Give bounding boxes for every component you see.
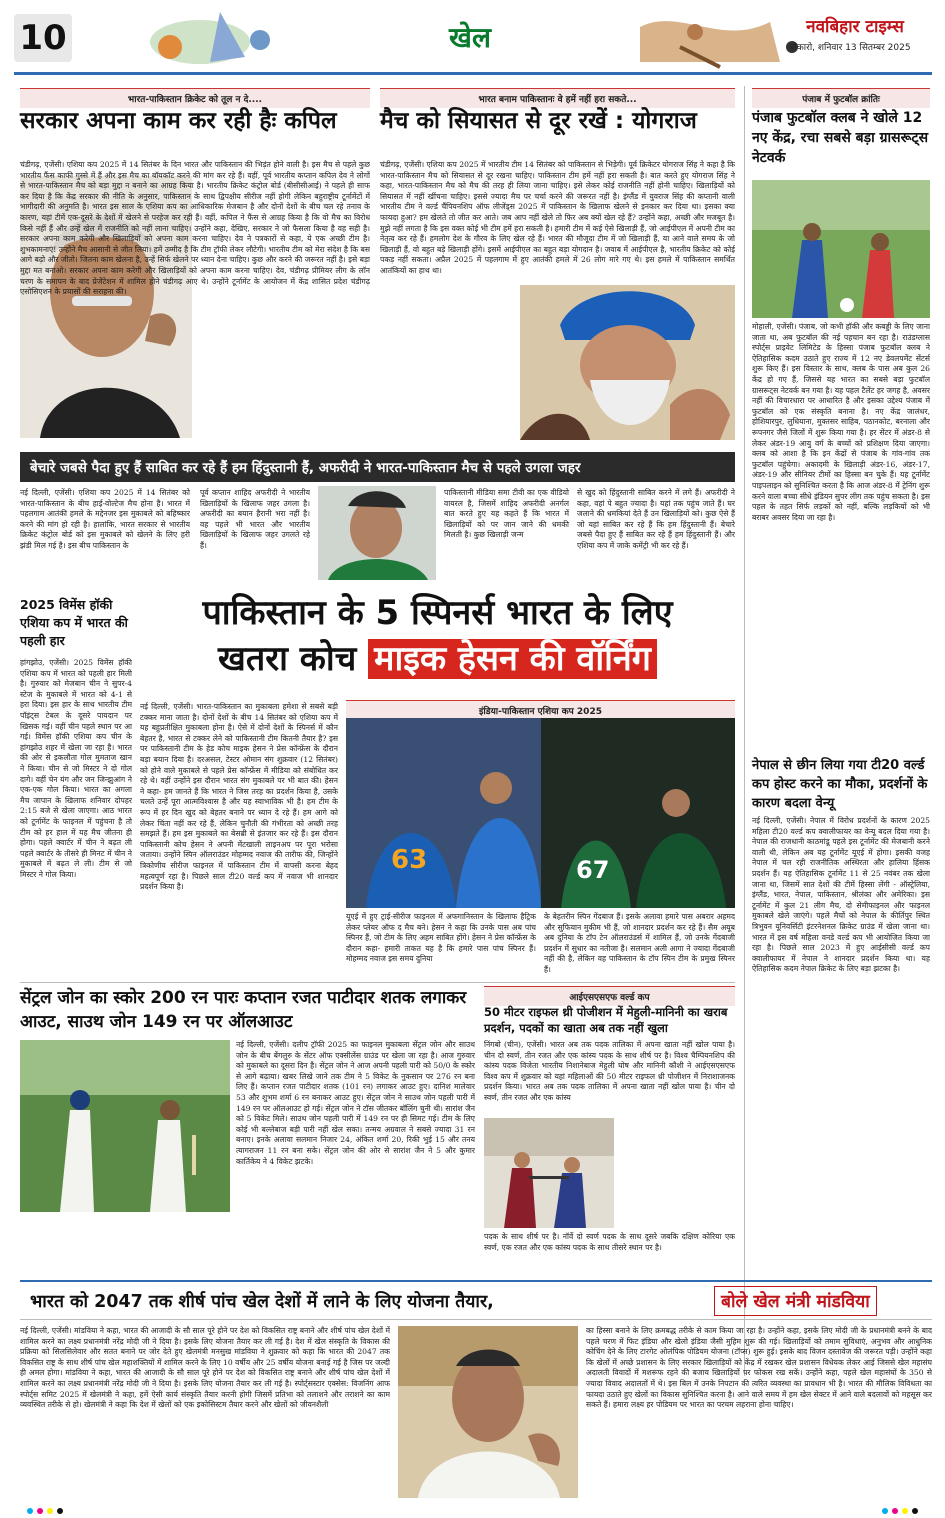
- kapil-kicker: भारत-पाकिस्तान क्रिकेट को तूल न दे....: [20, 88, 370, 108]
- page-number-badge: [14, 14, 72, 62]
- mandaviya-headline-a: भारत को 2047 तक शीर्ष पांच खेल देशों में लाने के लिए योजना तैयार,: [30, 1292, 494, 1312]
- yograj-headline: मैच को सियासत से दूर रखें : योगराज: [380, 108, 697, 134]
- page-number: 10: [19, 18, 67, 58]
- mandaviya-headline-bar: [20, 1280, 932, 1320]
- yograj-kicker: भारत बनाम पाकिस्तानः वे हमें नहीं हरा सकते...: [380, 88, 735, 108]
- hesson-headline-highlight: माइक हेसन की वॉर्निंग: [368, 639, 657, 679]
- nepal-body: नई दिल्ली, एजेंसी। नेपाल में विरोध प्रदर्शनों के कारण 2025 महिला टी20 वर्ल्ड कप क्वालीफायर का वेन्यू बदल दिया गया है। नेपाल की राजधानी काठमांडू पहले इस टूर्नामेंट की मेजबानी करने वाली थी, लेकिन अब यह टूर्नामेंट यूएई में होगा। इसकी वजह नेपाल में चल रही राजनीतिक अस्थिरता और हालिया हिंसक प्रदर्शन हैं। यह ऐतिहासिक टूर्नामेंट 11 से 25 नवंबर तक खेला जाना था, जिसमें सात देशों की टीमें हिस्सा लेंगी - ऑस्ट्रेलिया, इंग्लैंड, भारत, नेपाल, पाकिस्तान, श्रीलंका और अमेरिका। इस टूर्नामेंट में कुल 21 लीग मैच, दो सेमीफाइनल और फाइनल मुकाबले खेले जाएंगे। पहले मैचों को नेपाल के कीर्तिपुर स्थित त्रिभुवन यूनिवर्सिटी इंटरनेशनल क्रिकेट ग्राउंड में खेला जाना था। भारत में इस वर्ष महिला वनडे वर्ल्ड कप भी आयोजित किया जा रहा है। पिछले साल 2023 में हुए आईसीसी वर्ल्ड कप क्वालीफायर में नेपाल ने शानदार प्रदर्शन किया था। यह ऐतिहासिक कदम नेपाल क्रिकेट के लिए बड़ा झटका है।: [752, 816, 930, 974]
- hesson-photo: [346, 718, 735, 908]
- afridi-col2: पूर्व कप्तान शाहिद अफरीदी ने भारतीय खिलाड़ियों के खिलाफ जहर उगला है। अफरीदी का बयान हैरानी भरा नहीं है। वह पहले भी भारत और भारतीय खिलाड़ियों के खिलाफ जहर उगलते रहे हैं।: [200, 488, 310, 550]
- masthead: [0, 0, 945, 80]
- punjab-photo: [752, 180, 930, 318]
- punjab-body: मोहाली, एजेंसी। पंजाब, जो कभी हॉकी और कबड्डी के लिए जाना जाता था, अब फुटबॉल की नई पहचान बन रहा है। राउंडग्लास स्पोर्ट्स प्राइवेट लिमिटेड के हिस्सा पंजाब फुटबॉल क्लब ने ऐतिहासिक कदम उठाते हुए राज्य में 12 नए डेवलपमेंट सेंटर्स शुरू किए हैं। इस विस्तार के साथ, क्लब के पास अब कुल 26 केंद्र हो गए हैं, जिससे यह भारत का सबसे बड़ा फुटबॉल ग्रासरूट्स नेटवर्क बन गया है। यह पहल टैलेंट हर जगह है, अवसर नहीं की विचारधारा पर आधारित है और इसका उद्देश्य पंजाब में फुटबॉल को एक संस्कृति बनाना है। नए केंद्र जालंधर, होशियारपुर, लुधियाना, मुक्तसर साहिब, पठानकोट, बरनाला और रूपनगर जैसे जिलों में शुरू किया गया है। हर सेंटर में अंडर-8 से लेकर अंडर-19 आयु वर्ग के बच्चों को प्रशिक्षण दिया जाएगा। क्लब को आशा है कि इन केंद्रों से पंजाब के गांव-गांव तक फुटबॉल पहुंचेगा। अकादमी के खिलाड़ी अंडर-16, अंडर-17, अंडर-19 और सीनियर टीमों का हिस्सा बन चुके हैं। यह टूर्नामेंट पाइपलाइन को सुनिश्चित करता है कि आज अंडर-8 में ट्रेनिंग शुरू करने वाला बच्चा सीधे इंडियन सुपर लीग तक पहुंच सकता है। इस पहल के तहत सिर्फ लड़कों को नहीं, बल्कि लड़कियों को भी बराबर अवसर दिया जा रहा है।: [752, 322, 930, 522]
- patidar-body: नई दिल्ली, एजेंसी। दलीप ट्रॉफी 2025 का फाइनल मुकाबला सेंट्रल जोन और साउथ जोन के बीच बेंगलुरु के सेंटर ऑफ एक्सीलेंस ग्राउंड पर खेला जा रहा है। आज गुरुवार को मुकाबले का दूसरा दिन है। सेंट्रल जोन ने आज अपनी पहली पारी को 50/0 के स्कोर से आगे बढ़ाया। खबर लिखे जाने तक टीम ने 5 विकेट के नुकसान पर 276 रन बना लिए हैं। कप्तान रजत पाटीदार शतक (101 रन) लगाकर आउट हुए। दानिश मालेवार 53 और शुभम शर्मा 6 रन बनाकर आउट हुए। सेंट्रल जोन ने साउथ जोन पहली पारी में 149 रन पर ऑलआउट हो गई। सेंट्रल जोन ने टॉस जीतकर बॉलिंग चुनी थी। सारांश जैन को 5 विकेट मिले। साउथ जोन पहली पारी में 149 रन पर ही सिमट गई। टीम के लिए कोई भी बल्लेबाज बड़ी पारी नहीं खेल सका। तन्मय अग्रवाल ने सबसे ज्यादा 31 रन बनाए। इनके अलावा सलमान निजार 24, अंकित शर्मा 20, रिकी भुई 15 और तनय त्यागराजन 11 रन बना सके। सेंट्रल जोन की ओर से सारांश जैन ने 5 और कुमार कार्तिकेय ने 4 विकेट झटके।: [236, 1040, 475, 1166]
- registration-marks: [0, 1504, 945, 1518]
- issf-caption: पदक के साथ शीर्ष पर है। नॉर्वे दो स्वर्ण पदक के साथ दूसरे जबकि दक्षिण कोरिया एक स्वर्ण, एक रजत और एक कांस्य पदक के साथ तीसरे स्थान पर है।: [484, 1232, 735, 1252]
- yograj-body-overflow: [380, 285, 515, 440]
- issf-headline: 50 मीटर राइफल थ्री पोजीशन में मेहुली-मानिनी का खराब प्रदर्शन, पदकों का खाता अब तक नहीं खुला: [484, 1005, 728, 1035]
- hesson-headline-line2: [140, 640, 735, 679]
- issf-body: निंगबो (चीन), एजेंसी। भारत अब तक पदक तालिका में अपना खाता नहीं खोल पाया है। चीन दो स्वर्ण, तीन रजत और एक कांस्य पदक के साथ शीर्ष पर है। विश्व चैम्पियनशिप की कांस्य पदक विजेता भारतीय निशानेबाज मेहुली घोष और मानिनी कौशी ने आईएसएसएफ विश्व कप में शुक्रवार को यहां महिलाओं की 50 मीटर राइफल थ्री पोजीशन में निराशाजनक प्रदर्शन किया। भारत अब तक पदक तालिका में अपना खाता नहीं खोल पाया है। चीन दो स्वर्ण, तीन रजत और एक कांस्य: [484, 1040, 735, 1102]
- afridi-headline: बेचारे जबसे पैदा हुए हैं साबित कर रहे हैं हम हिंदुस्तानी हैं, अफरीदी ने भारत-पाकिस्तान मैच से पहले उगला जहर: [30, 460, 581, 476]
- hesson-photo-kicker: इंडिया-पाकिस्तान एशिया कप 2025: [346, 700, 735, 720]
- afridi-col4: से खुद को हिंदुस्तानी साबित करने में लगे हैं। अफरीदी ने कहा, वहां पे बहुत ज्यादा है। यहां तक पहुंच जाते हैं। घर जलाने की धमकियां देते हैं उन खिलाड़ियों को। कुछ ऐसे हैं जो यहां साबित कर रहे हैं कि हम हिंदुस्तानी हैं। बेचारे जबसे पैदा हुए हैं साबित कर रहे हैं हम हिंदुस्तानी हैं। और एशिया कप में जाके कमेंट्री भी कर रहे हैं।: [577, 488, 735, 550]
- mandaviya-col2: का हिस्सा बनाने के लिए क्रमबद्ध तरीके से काम किया जा रहा है। उन्होंने कहा, इसके लिए मोदी जी के प्रधानमंत्री बनने के बाद पहले चरण में फिट इंडिया और खेलो इंडिया जैसी मुहिम शुरू की गई। खिलाड़ियों को तमाम सुविधाएं, अनुभव और आधुनिक कोचिंग देने के लिए टारगेट ओलंपिक पोडियम योजना (टॉप्स) शुरू हुई। इसके बाद विजन दस्तावेज की जरूरत पड़ी। उन्होंने कहा कि खेलों में अच्छे प्रशासन के लिए सरकार खिलाड़ियों को केंद्र में रखकर खेल प्रशासन विधेयक लेकर आई जिससे खेल महासंघ अदालती विवादों में मशरूफ रहने की बजाय खिलाड़ियों पर फोकस रख सकें। उन्होंने कहा, पहले खेल महासंघों के 350 से ज्यादा विवाद अदालतों में थे। इस बिल में उनके निपटान की त्वरित व्यवस्था का प्रावधान भी है। भारत की मौलिक विविधता का फायदा उठाते हुए खेलों का विकास सुनिश्चित करना है। आने वाले समय में हम खेल सेक्टर में आने वाले बदलावों को महसूस कर सकते हैं। हमारा लक्ष्य हर पोडियम पर भारत का परचम लहराना होना चाहिए।: [586, 1326, 932, 1410]
- afridi-headline-bar: [20, 452, 735, 482]
- afridi-photo: [318, 486, 436, 580]
- hesson-caption-right: के बेहतरीन स्पिन गेंदबाज हैं। इसके अलावा हमारे पास अबरार अहमद और सुफियान मुकीम भी हैं, जो शानदार प्रदर्शन कर रहे हैं। सैम अयूब अब दुनिया के टॉप टेन ऑलराउंडर्स में शामिल हैं, जो उनके गेंदबाजी प्रदर्शन में सुधार का नतीजा है। सलमान अली आगा ने ज्यादा गेंदबाजी नहीं की है, लेकिन वह पाकिस्तान के टॉप स्पिन टीम के प्रमुख स्पिनर हैं।: [544, 912, 735, 974]
- svg-text:67: 67: [576, 856, 610, 884]
- afridi-col3: पाकिस्तानी मीडिया समा टीवी का एक वीडियो वायरल है, जिसमें शाहिद अफरीदी अनर्गल बात करते हुए यह कहते हैं कि भारत में खिलाड़ियों को पर जान जाने की धमकी मिलती है। कुछ खिलाड़ी जन्म: [444, 488, 569, 540]
- nepal-headline: नेपाल से छीन लिया गया टी20 वर्ल्ड कप होस्ट करने का मौका, प्रदर्शनों के कारण बदला वेन्यू: [752, 758, 928, 811]
- masthead-rule: [14, 72, 932, 75]
- hockey-headline: 2025 विमेंस हॉकी एशिया कप में भारत की पहली हार: [20, 597, 128, 648]
- afridi-col1: नई दिल्ली, एजेंसी। एशिया कप 2025 में 14 सितंबर को भारत-पाकिस्तान के बीच हाई-वोल्टेज मैच होना है। भारत में पहलगाम आतंकी हमले के मद्देनजर इस मुकाबले को बहिष्कार करने की मांग हो रही है। हालांकि, भारत सरकार से भारतीय क्रिकेट कंट्रोल बोर्ड को इस मुकाबले को खेलने के लिए हरी झंडी मिल गई है। इस बीच पाकिस्तान के: [20, 488, 190, 550]
- hesson-body: नई दिल्ली, एजेंसी। भारत-पाकिस्तान का मुकाबला हमेशा से सबसे बड़ी टक्कर माना जाता है। दोनों देशों के बीच 14 सितंबर को एशिया कप में यह बहुप्रतीक्षित मुकाबला होना है। ऐसे में दोनों देशों के स्पिनर्स में कौन बेहतर है, भारत से टक्कर लेने को पाकिस्तानी टीम कितनी तैयार है? इस पर पाकिस्तानी टीम के हेड कोच माइक हेसन ने प्रेस कॉन्फ्रेंस के दौरान बड़ा बयान दिया है। दरअसल, टेस्टर ओमान संग शुक्रवार (12 सितंबर) को होने वाले मुकाबले से पहले प्रेस कॉन्फ्रेंस में मीडिया को संबोधित कर रहे थे। वहीं उन्होंने इस दौरान भारत संग मुकाबले पर भी बात की। हेसन ने कहा- हम जानते हैं कि भारत ने जिस तरह का प्रदर्शन किया है, उसके चलते उन्हें पूरा आत्मविश्वास है और यह स्वाभाविक भी है। हम टीम के रूप में हर दिन खुद को बेहतर बनाने पर ध्यान दे रहे हैं। हम आगे को लेकर चिंता नहीं कर रहे हैं, लेकिन चुनौती की गंभीरता को अच्छी तरह समझते हैं। हम इस मुकाबले का बेसब्री से इंतजार कर रहे हैं। इस दौरान पाकिस्तानी कोच हेसन ने अपनी मेंटखाली लाइनअप पर पूरा भरोसा जताया। उन्होंने स्पिन ऑलराउंडर मोहम्मद नवाज की तारीफ की, जिन्होंने त्रिकोणीय सीरीज फाइनल में पाकिस्तान टीम में वापसी करना बेहद महत्वपूर्ण रहा है। पिछले साल टी20 वर्ल्ड कप में नवाज भी शानदार प्रदर्शन किया है।: [140, 702, 338, 892]
- kapil-body: चंडीगढ़, एजेंसी। एशिया कप 2025 में 14 सितंबर के दिन भारत और पाकिस्तान की भिड़ंत होने वाली है। इस मैच से पहले कुछ भारतीय फैंस काफी गुस्से में हैं और इस मैच का बॉयकॉट करने की मांग कर रहे हैं। वहीं, पूर्व भारतीय कप्तान कपिल देव ने लोगों से भारत-पाकिस्तान मैच को बड़ा मुद्दा न बनाने का आग्रह किया है। भारतीय क्रिकेट कंट्रोल बोर्ड (बीसीसीआई) ने पहले ही साफ कर दिया है कि केंद्र सरकार की नीति के अनुसार, पाकिस्तान के साथ द्विपक्षीय सीरीज नहीं होगी लेकिन बहुराष्ट्रीय टूर्नामेंटों में भागीदारी की अनुमति है। भारत इस साल के एशिया कप का आधिकारिक मेजबान है और दोनों देशों के बीच चल रहे तनाव के कारण, यहां टीमें एक-दूसरे के देशों में खेलने से परहेज कर रही हैं। वहीं, कपिल ने फैंस से आग्रह किया है कि वो मैच का विरोध किसे नहीं हैं और उन्हें खेल में राजनीति को नहीं लाना चाहिए। उन्होंने कहा, देखिए, सरकार ने जो फैसला किया है वह सही है। सरकार अपना काम करेगी और खिलाड़ियों को अपना काम करना चाहिए। देव ने पत्रकारों से कहा, ये एक अच्छी टीम है। शुभकामनाएं! उन्होंने मैच आसानी से जीत लिया। हमें उम्मीद है कि टीम ट्रॉफी लेकर लौटेगी। भारतीय टीम को मेरा संदेश है कि बस आगे बढ़ो और जीतो। जितना काम खेलना है, उन्हें सिर्फ खेलने पर ध्यान देना चाहिए। कुछ और करने की जरूरत नहीं है। इसे बड़ा मुद्दा मत बनाओ। सरकार अपना काम करेगी और खिलाड़ियों को अपना काम करना चाहिए। देव, चंडीगढ़ प्रीमियर लीग के लॉन चरण के समापन के बाद प्रेजेंटेशन में शामिल होने चंडीगढ़ आए थे। उन्होंने टूर्नामेंट के आयोजन में केंद्र शासित प्रदेश चंडीगढ़ एसोसिएशन के प्रयासों की सराहना की।: [20, 160, 370, 297]
- mandaviya-headline-b: बोले खेल मंत्री मांडविया: [714, 1286, 877, 1316]
- hesson-headline-plain: खतरा कोच: [218, 639, 357, 679]
- yograj-body: चंडीगढ़, एजेंसी। एशिया कप 2025 में भारतीय टीम 14 सितंबर को पाकिस्तान से भिड़ेगी। पूर्व क्रिकेटर योगराज सिंह ने कहा है कि भारत-पाकिस्तान मैच को सियासत से दूर रखना चाहिए। पाकिस्तान टीम हमें नहीं हरा सकती है। बात करते हुए योगराज सिंह ने कहा, भारत-पाकिस्तान मैच को मैच की तरह ही लिया जाना चाहिए। इसे लेकर कोई राजनीति नहीं होनी चाहिए। खिलाड़ियों को सियासत में नहीं खींचना चाहिए। इससे ज्यादा मैच पर चर्चा करने की जरूरत नहीं है। इंग्लैंड में युवराज सिंह की कप्तानी वाली भारतीय टीम ने वर्ल्ड चैंपियनशिप ऑफ लीजेंड्स 2025 में पाकिस्तान के खिलाफ खेलने से इनकार कर दिया था। इसका क्या फायदा हुआ? हम खेलते तो जीत कर आते। जब आप नहीं खेले तो फिर अब क्यों खेल रहे हैं? उन्होंने कहा, अच्छी और मजबूत है। मुझे नहीं लगता है कि इस वक्त कोई भी टीम हमें हरा सकती है। हमारी टीम में कई ऐसे खिलाड़ी हैं, जो आईपीएल में अपनी टीम का नेतृत्व कर रहे हैं। हमलोग देश के गौरव के लिए खेल रहे हैं। भारत की मौजूदा टीम में जो खिलाड़ी हैं, या आने वाले समय के जो खिलाड़ी हैं, वो बहुत बड़े खिलाड़ी होंगे। इसमें आईपीएल का बहुत बड़ा योगदान है। जवाब में आईपीएल है, भारतीय क्रिकेट को कोई पकड़ नहीं सकता। अप्रैल 2025 में पहलगाम में हुए आतंकी हमले में 26 लोग मारे गए थे। इस हमले में पाकिस्तान समर्थित आतंकियों का हाथ था।: [380, 160, 735, 275]
- patidar-top-rule: [20, 982, 735, 983]
- kapil-headline: सरकार अपना काम कर रही हैः कपिल: [20, 108, 337, 134]
- svg-text:63: 63: [391, 845, 428, 875]
- mandaviya-col1: नई दिल्ली, एजेंसी। मांडविया ने कहा, भारत की आजादी के सौ साल पूरे होने पर देश को विकसित राष्ट्र बनाने और शीर्ष पांच खेल देशों में शामिल करने का लक्ष्य प्रधानमंत्री नरेंद्र मोदी जी ने दिया है। इसके लिए योजना तैयार कर ली गई है। देश में खेल संस्कृति के विकास की प्रक्रिया को सिलसिलेवार और सतत बनाने पर जोर देते हुए खेलमंत्री मनसुख मांडविया ने शुक्रवार को कहा कि भारत की 2047 तक विकसित राष्ट्र के साथ शीर्ष पांच खेल महाशक्तियों में शामिल करने के लिए 10 वर्षीय और 25 वर्षीय योजना बनाई गई है जिस पर जल्दी ही अमल होगा। मांडविया ने कहा, भारत की आजादी के सौ साल पूरे होने पर देश को विकसित राष्ट्र बनाने और शीर्ष पांच खेल देशों में शामिल करने का लक्ष्य प्रधानमंत्री नरेंद्र मोदी जी ने दिया है। इसके लिए योजना तैयार कर ली गई है। स्पोर्ट्सस्टार एक्सेस: विजनिंग आफ स्पोर्ट्स समिट 2025 में खेलमंत्री ने कहा, हमें ऐसी कार्य संस्कृति तैयार करनी होगी जिसमें प्रतिभा को तलाशने और तराशने का काम व्यवस्थित तरीके से हो। खेलमंत्री ने कहा कि देश में खेलों को एक इकोसिस्टम तैयार करने और खेलों को जीवनशैली: [20, 1326, 390, 1410]
- yograj-photo: [520, 285, 735, 440]
- hesson-headline-line1: पाकिस्तान के 5 स्पिनर्स भारत के लिए: [202, 593, 673, 633]
- section-title: खेल: [449, 21, 491, 54]
- mandaviya-photo: [398, 1326, 578, 1498]
- punjab-kicker: पंजाब में फुटबॉल क्रांतिः: [752, 88, 930, 108]
- patidar-headline: सेंट्रल जोन का स्कोर 200 रन पारः कप्तान रजत पाटीदार शतक लगाकर आउट, साउथ जोन 149 रन पर ऑलआउट: [20, 988, 467, 1032]
- patidar-photo: [20, 1040, 230, 1212]
- hockey-body: हांगझोउ, एजेंसी। 2025 विमेंस हॉकी एशिया कप में भारत को पहली हार मिली है। गुरुवार को मेजबान चीन ने सुपर-4 स्टेज के मुकाबले में भारत को 4-1 से हरा दिया। इस हार के साथ भारतीय टीम पॉइंट्स टेबल के दूसरे पायदान पर खिसक गई। वहीं चीन पहले स्थान पर आ गई। विमेंस हॉकी एशिया कप चीन के हांगझोउ शहर में खेला जा रहा है। भारत की ओर से इकलौता गोल मुमताज खान ने किया। चीन से जो मिस्टर ने दो गोल दागे। वहीं चेन यंग और जन जिन्झुआंग ने एक-एक गोल किया। भारत का अगला मैच जापान के खिलाफ शनिवार दोपहर 2:15 बजे से खेला जाएगा। आठ भारत को टूर्नामेंट के फाइनल में पहुंचना है तो टीम को हर हाल में यह मैच जीतना ही होगा। पहले क्वार्टर में चीन ने बढ़त ली पहले क्वार्टर के तीसरे ही मिनट में चीन ने मुकाबले में बढ़त ले ली। टीम से जो मिस्टर ने गोल किया।: [20, 658, 132, 879]
- dateline: बोकारो, शनिवार 13 सितम्बर 2025: [789, 43, 911, 53]
- hesson-caption-left: यूएई में हुए ट्राई-सीरीज फाइनल में अफगानिस्तान के खिलाफ हैट्रिक लेकर प्लेयर ऑफ द मैच बने। हेसन ने कहा कि उनके पास अब पांच स्पिनर हैं, जो टीम के लिए अहम साबित होंगे। हेसन ने प्रेस कॉन्फ्रेंस के दौरान कहा- हमारी ताकत यह है कि हमारे पास पांच स्पिनर हैं। मोहम्मद नवाज इस समय दुनिया: [346, 912, 536, 964]
- column-divider: [744, 86, 745, 1376]
- punjab-headline: पंजाब फुटबॉल क्लब ने खोले 12 नए केंद्र, रचा सबसे बड़ा ग्रासरूट्स नेटवर्क: [752, 110, 929, 166]
- issf-photo: [484, 1118, 614, 1228]
- issf-kicker: आईएसएसएफ वर्ल्ड कप: [484, 986, 735, 1006]
- paper-name: नवबिहार टाइम्स: [806, 17, 904, 37]
